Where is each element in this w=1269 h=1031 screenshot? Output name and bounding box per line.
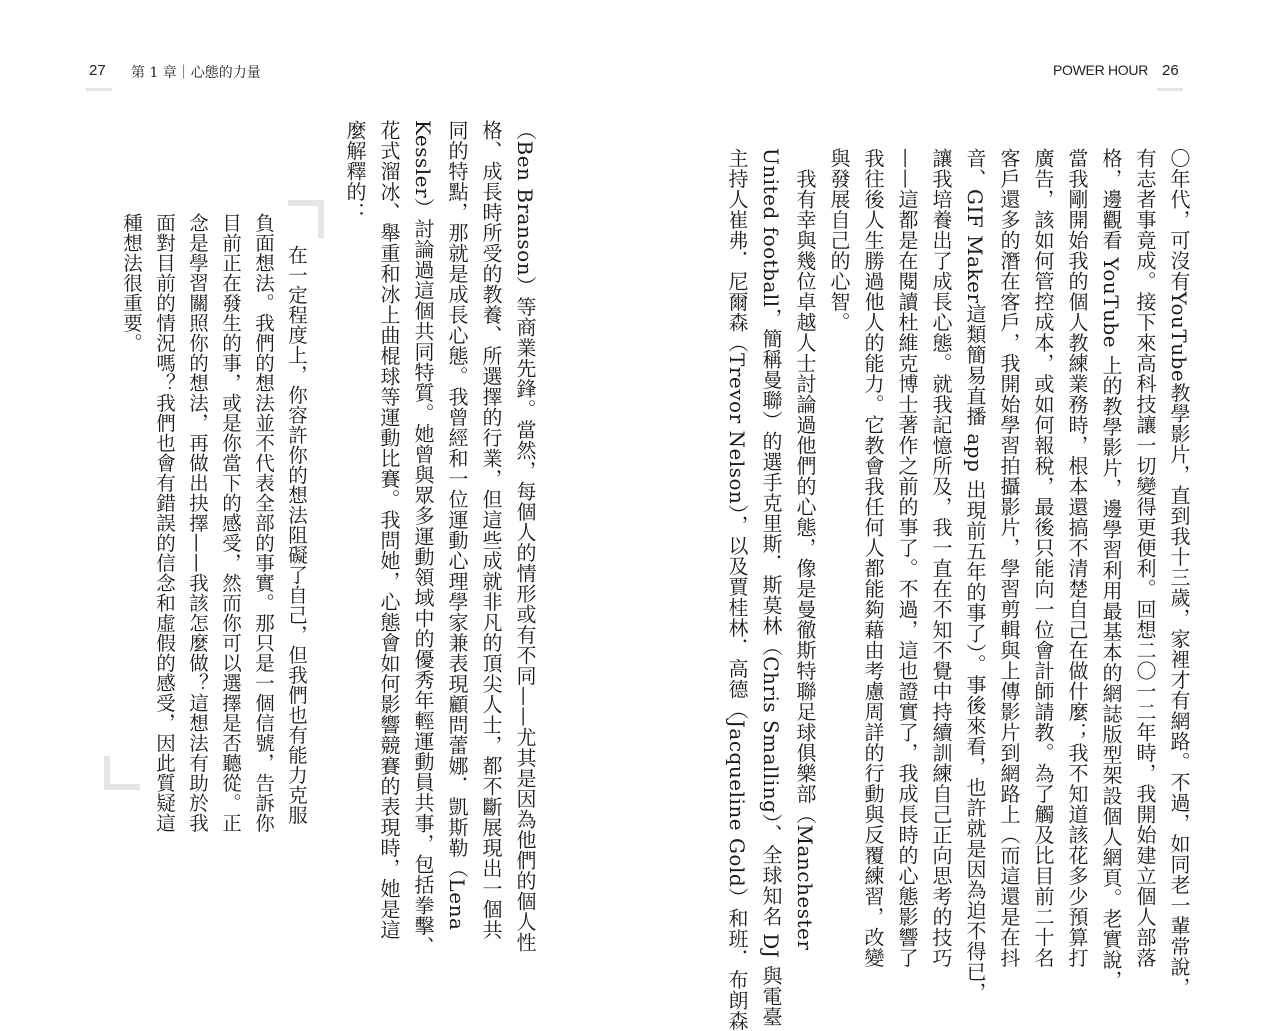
quote-column: 念是學習關照你的想法，再做出抉擇——我該怎麼做？這想法有助於我 (186, 213, 209, 833)
quote-bracket-close-icon (104, 756, 140, 790)
quote-bracket-open-icon (288, 200, 324, 238)
body-column: 格，邊觀看 YouTube 上的教學影片，邊學習利用最基本的網誌版型架設個人網頁。老實說， (1099, 148, 1123, 991)
quote-column: 目前正在發生的事，或是你當下的感受，然而你可以選擇是否聽從。正 (219, 213, 242, 833)
body-column: 主持人崔弗．尼爾森（Trevor Nelson），以及賈桂林．高德（Jacqueline Gold）和班．布朗森 (725, 148, 749, 1031)
body-column: 〇年代，可沒有YouTube教學影片，直到我十三歲，家裡才有網路。不過，如同老一輩常說， (1167, 148, 1191, 998)
body-column: 與發展自己的心智。 (827, 148, 851, 333)
quote-column: 負面想法。我們的想法並不代表全部的事實。那只是一個信號，告訴你 (252, 213, 275, 833)
running-head-book-title: POWER HOUR (1053, 62, 1149, 78)
body-column: 客戶還多的潛在客戶，我開始學習拍攝影片，學習剪輯與上傳影片到網路上（而這還是在抖 (997, 148, 1021, 968)
body-column: 格、成長時所受的教養、所選擇的行業，但這些成就非凡的頂尖人士，都不斷展現出一個共 (479, 120, 503, 940)
running-head-chapter: 第 1 章｜心態的力量 (131, 65, 261, 81)
page-number-underline-left (86, 88, 112, 91)
body-column: ——這都是在閱讀杜維克博士著作之前的事了。不過，這也證實了，我成長時的心態影響了 (895, 148, 919, 968)
body-column: 麼解釋的： (343, 120, 367, 223)
quote-column: 種想法很重要。 (120, 213, 143, 353)
body-column: 我往後人生勝過他人的能力。它教會我任何人都能夠藉由考慮周詳的行動與反覆練習，改變 (861, 148, 885, 968)
body-column: 同的特點，那就是成長心態。我曾經和一位運動心理學家兼表現顧問蕾娜．凱斯勒（Lena (445, 120, 469, 931)
body-column: 讓我培養出了成長心態。就我記憶所及，我一直在不知不覺中持續訓練自己正向思考的技巧 (929, 148, 953, 968)
body-column: United football，簡稱曼聯）的選手克里斯．斯莫林（Chris Smalling）、全球知名 DJ 與電臺 (759, 148, 783, 1027)
quote-column: 在一定程度上，你容許你的想法阻礙了自己，但我們也有能力克服 (285, 245, 308, 825)
body-column: 花式溜冰、舉重和冰上曲棍球等運動比賽。我問她，心態會如何影響競賽的表現時，她是這 (377, 120, 401, 940)
body-column: 廣告，該如何管控成本，或如何報稅，最後只能向一位會計師請教。為了觸及比目前二十名 (1031, 148, 1055, 968)
body-column: 有志者事竟成。接下來高科技讓一切變得更便利。回想二〇一二年時，我開始建立個人部落 (1133, 148, 1157, 968)
page-number-underline-right (1157, 88, 1183, 91)
body-column: 音、GIF Maker這類簡易直播 app 出現前五年的事了）。事後來看，也許就是因為迫不得已， (963, 148, 987, 1003)
quote-column: 面對目前的情況嗎？我們也會有錯誤的信念和虛假的感受，因此質疑這 (153, 213, 176, 833)
body-column: 當我剛開始我的個人教練業務時，根本還搞不清楚自己在做什麼；我不知道該花多少預算打 (1065, 148, 1089, 968)
page-number-left: 27 (89, 62, 106, 79)
body-column: 我有幸與幾位卓越人士討論過他們的心態，像是曼徹斯特聯足球俱樂部（Manchester (793, 148, 817, 951)
body-column: Kessler）討論過這個共同特質。她曾與眾多運動領域中的優秀年輕運動員共事，包括拳擊、 (411, 120, 435, 957)
body-column: （Ben Branson）等商業先鋒。當然，每個人的情形或有不同——尤其是因為他們的個人性 (513, 120, 537, 953)
page-number-right: 26 (1162, 62, 1179, 79)
